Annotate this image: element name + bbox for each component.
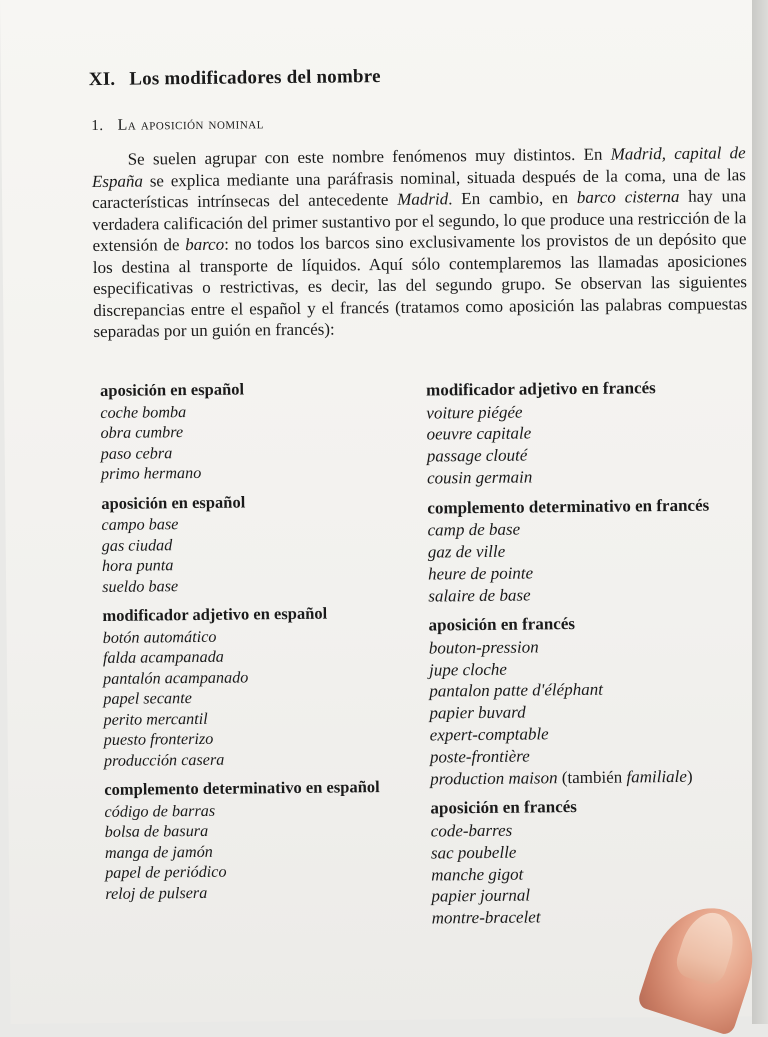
term-item: voiture piégée [426,402,523,423]
group-heading: modificador adjetivo en español [102,603,328,625]
term-item: pantalon patte d'éléphant [429,680,603,702]
intro-paragraph [92,142,748,342]
section-heading [91,115,264,135]
paragraph-text: hay una verdadera calificación del primer sustantivo por el segundo, lo que produce una restricción de la extensión de [92,186,747,256]
section-title: La aposición nominal [117,115,264,134]
paragraph-example: Madrid, capital de España [91,143,746,191]
term-item: papel secante [103,689,192,708]
group-heading: complemento determinativo en francés [427,495,710,518]
term-item: perito mercantil [103,709,208,729]
term-item: coche bomba [100,402,187,422]
term-item: bouton-pression [428,637,539,658]
term-item: sac poubelle [430,842,517,863]
term-item: manche gigot [431,864,524,885]
term-group [101,490,422,597]
chapter-number: XI. [88,68,116,91]
term-item: gas ciudad [101,535,173,555]
term-item: primo hermano [100,463,202,483]
term-item: botón automático [102,627,217,647]
term-item: heure de pointe [427,563,534,584]
paragraph-text: : no todos los barcos sino exclusivamente los provistos de un depósito que los destina al transporte de líquidos. Aquí sólo contemplaremos las llamadas aposiciones especificativas o restrictivas, es decir, las del segundo grupo. Se observan las siguientes discrepancias entre el español y el francés (tratamos como aposición las palabras compuestas separadas por un guión en francés): [92,229,748,342]
term-group [426,377,757,489]
term-item: oeuvre capitale [426,423,532,444]
group-heading: aposición en francés [430,797,577,818]
term-item: camp de base [427,519,521,540]
term-item: poste-frontière [429,746,530,767]
term-item: papel de periódico [105,862,227,882]
paragraph-text: se explica mediante una paráfrasis nominal, situada después de la coma, una de las características intrínsecas del antecedente [92,164,746,213]
group-heading: aposición en español [101,491,246,513]
term-item: salaire de base [428,585,531,606]
group-heading: aposición en español [99,379,245,400]
group-heading: modificador adjetivo en francés [426,378,656,400]
term-group [102,603,424,771]
note-text: ) [686,766,693,786]
note-example: familiale [626,766,687,787]
chapter-title: Los modificadores del nombre [129,66,381,90]
term-group [100,378,421,485]
term-group [428,612,760,790]
term-item: gaz de ville [427,541,506,562]
term-text: production maison [430,767,558,789]
chapter-heading [89,66,381,91]
term-item: papier journal [431,885,531,906]
term-item: montre-bracelet [431,907,541,928]
term-item: code-barres [430,820,513,841]
term-item-with-note [430,765,760,790]
term-item: puesto fronterizo [103,729,214,749]
term-item: obra cumbre [100,423,184,442]
term-item: campo base [101,515,179,534]
term-group [104,777,425,904]
term-item: pantalón acampanado [103,667,249,688]
paragraph-example: Madrid [397,189,449,209]
term-item: reloj de pulsera [105,883,208,903]
term-item: falda acampanada [102,647,224,667]
term-item: producción casera [103,750,225,770]
term-item: cousin germain [426,467,533,488]
term-item: expert-comptable [429,724,549,745]
term-item: bolsa de basura [104,821,209,841]
term-item: manga de jamón [104,842,213,862]
section-number: 1. [91,117,104,135]
paragraph-text: Se suelen agrupar con este nombre fenómenos muy distintos. En [127,144,611,169]
term-item: jupe cloche [428,659,508,680]
paragraph-example: barco cisterna [576,186,680,207]
term-item: código de barras [104,801,216,821]
note-text: (también [557,767,627,787]
term-note [557,766,692,786]
term-item: paso cebra [100,443,173,463]
term-item: sueldo base [102,576,179,596]
group-heading: complemento determinativo en español [104,777,380,799]
paragraph-example: barco [185,234,225,255]
term-item: papier buvard [429,702,526,723]
page-edge [752,0,768,1024]
term-group [427,495,758,607]
term-item: passage clouté [426,445,528,466]
paragraph-text: . En cambio, en [448,187,577,209]
french-column [426,377,762,938]
group-heading: aposición en francés [428,614,576,635]
term-item: hora punta [101,556,174,575]
spanish-column [100,378,426,913]
